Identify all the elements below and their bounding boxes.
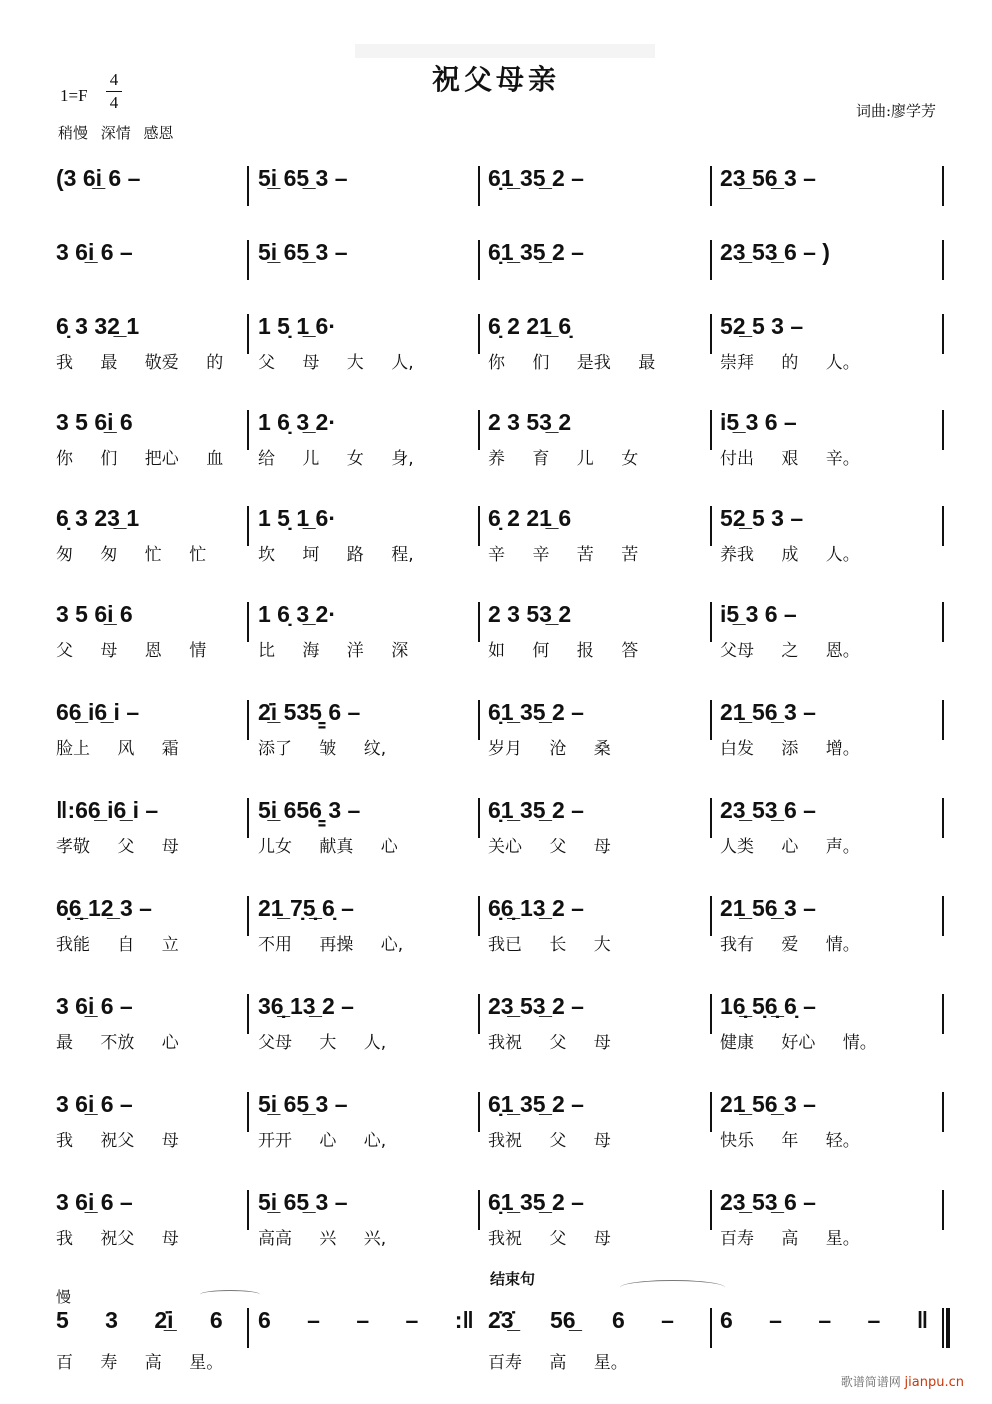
measure: i5̲ 3 6 – [720,409,797,435]
tie-arc [620,1280,725,1295]
lyric: 快乐 年 轻。 [720,1131,860,1151]
barline [247,602,249,642]
measure: (3 6i̲ 6 – [56,165,141,191]
measure: 21̲ 56̲ 3 – [720,699,816,725]
barline [478,700,480,740]
measure: 3 5 6i̲ 6 [56,601,133,627]
credit: 词曲:廖学芳 [855,102,936,120]
measure: 21̲ 56̲ 3 – [720,895,816,921]
measure: 23̲ 56̲ 3 – [720,165,816,191]
barline [710,506,712,546]
barline [247,240,249,280]
time-signature-bottom: 4 [109,93,119,112]
measure: 66̲ i6̲ i – [56,699,140,725]
measure: 6̣6̣̲ 13̲ 2 – [488,895,584,921]
measure: 23̲ 53̲ 2 – [488,993,584,1019]
measure: 6̣ 3 32̲ 1 [56,313,140,339]
measure: ‖:66̲ i6̲ i – [56,797,159,823]
barline [478,798,480,838]
barline [942,896,944,936]
lyric: 养我 成 人。 [720,545,860,565]
barline [247,798,249,838]
barline [478,410,480,450]
measure: 21̲ 56̲ 3 – [720,1091,816,1117]
time-signature-top: 4 [109,70,119,89]
lyric: 父 母 恩 情 [56,641,207,661]
barline [942,1190,944,1230]
lyric: 百寿 高 星。 [720,1229,860,1249]
lyric: 辛 辛 苦 苦 [488,545,639,565]
measure: 1 5̣ 1̲ 6· [258,505,336,531]
barline [478,994,480,1034]
lyric: 人类 心 声。 [720,837,860,857]
lyric: 给 儿 女 身, [258,449,414,469]
barline [710,410,712,450]
barline [710,1092,712,1132]
final-barline [946,1308,950,1348]
lyric: 你 们 是我 最 [488,353,656,373]
barline [478,506,480,546]
lyric: 关心 父 母 [488,837,611,857]
barline [478,602,480,642]
lyric: 高高 兴 兴, [258,1229,387,1249]
barline [247,700,249,740]
lyric: 坎 坷 路 程, [258,545,414,565]
lyric: 开开 心 心, [258,1131,387,1151]
measure: 16̣̲ 5̣6̣̲ 6̣ – [720,993,816,1019]
barline [942,1092,944,1132]
barline [710,994,712,1034]
ending-measure: 6 – – – ‖ [720,1307,929,1333]
measure: 6̣1̲ 35̲ 2 – [488,1189,584,1215]
measure: 3 6i̲ 6 – [56,1189,133,1215]
measure: 6̣1̲ 35̲ 2 – [488,797,584,823]
barline [478,896,480,936]
lyric: 不用 再操 心, [258,935,404,955]
measure: 23̲ 53̲ 6 – [720,1189,816,1215]
score-line [0,594,992,684]
measure: 6̣1̲ 35̲ 2 – [488,239,584,265]
measure: 23̲ 53̲ 6 – [720,797,816,823]
measure: 23̲ 53̲ 6 – ) [720,239,830,265]
score-line [0,1182,992,1272]
measure: 1 5̣ 1̲ 6· [258,313,336,339]
measure: 3 6i̲ 6 – [56,239,133,265]
lyric: 父 母 大 人, [258,353,414,373]
lyric: 我 祝父 母 [56,1229,179,1249]
barline [478,1092,480,1132]
barline [478,166,480,206]
barline [710,700,712,740]
measure: 1 6̣ 3̲ 2· [258,601,336,627]
barline [247,896,249,936]
key-signature: 1=F [60,86,88,105]
barline [942,506,944,546]
lyric: 健康 好心 情。 [720,1033,877,1053]
lyric: 添了 皱 纹, [258,739,387,759]
barline [710,1308,712,1348]
barline [942,166,944,206]
measure: 5i̲ 65̲ 3 – [258,1189,348,1215]
watermark-site: jianpu.cn [904,1375,964,1390]
barline [478,314,480,354]
measure: 6̣1̲ 35̲ 2 – [488,1091,584,1117]
watermark-text: 歌谱简谱网 [840,1375,901,1389]
measure: 6̣ 3 23̲ 1 [56,505,140,531]
measure: 21̲ 7̣5̣̲ 6̣ – [258,895,354,921]
measure: 5i̲ 656̳ 3 – [258,797,361,823]
score-line [0,986,992,1076]
lyric: 你 们 把心 血 [56,449,224,469]
title-background [355,44,655,58]
score-line [0,402,992,492]
lyric: 儿女 献真 心 [258,837,398,857]
measure: 52̲ 5 3 – [720,505,804,531]
lyric: 匆 匆 忙 忙 [56,545,207,565]
measure: 36̣̲ 13̲ 2 – [258,993,354,1019]
barline [942,240,944,280]
barline [710,314,712,354]
lyric: 白发 添 增。 [720,739,860,759]
lyric: 脸上 风 霜 [56,739,179,759]
lyric: 岁月 沧 桑 [488,739,611,759]
tempo-marking: 稍慢 深情 感恩 [58,124,174,142]
barline [247,1190,249,1230]
lyric: 比 海 洋 深 [258,641,409,661]
barline [942,410,944,450]
barline [710,1190,712,1230]
barline [942,1308,944,1348]
ending-measure: 5 3 2̇i̲ 6 [56,1307,223,1333]
score-line [0,498,992,588]
lyric: 我 最 敬爱 的 [56,353,224,373]
barline [942,994,944,1034]
lyric: 付出 艰 辛。 [720,449,860,469]
score-line [0,1084,992,1174]
lyric: 我祝 父 母 [488,1229,611,1249]
ending-lyric: 百 寿 高 星。 [56,1353,224,1373]
ending-measure: 2̇3̲̇ 56̲ 6 – [488,1307,674,1333]
measure: 3 6i̲ 6 – [56,993,133,1019]
lyric: 我祝 父 母 [488,1131,611,1151]
barline [710,166,712,206]
lyric: 孝敬 父 母 [56,837,179,857]
lyric: 我 祝父 母 [56,1131,179,1151]
song-title: 祝父母亲 [431,63,560,96]
lyric: 养 育 儿 女 [488,449,639,469]
barline [942,798,944,838]
lyric: 我祝 父 母 [488,1033,611,1053]
measure: i5̲ 3 6 – [720,601,797,627]
lyric: 我已 长 大 [488,935,611,955]
score-line [0,790,992,880]
barline [247,1092,249,1132]
watermark [841,1373,964,1390]
barline [247,314,249,354]
measure: 3 6i̲ 6 – [56,1091,133,1117]
barline [942,602,944,642]
barline [710,798,712,838]
barline [710,896,712,936]
ending-measure: 6 – – – :‖ [258,1307,474,1333]
time-signature-divider [106,91,122,92]
barline [247,1308,249,1348]
lyric: 崇拜 的 人。 [720,353,860,373]
barline [247,410,249,450]
measure: 5i̲ 65̲ 3 – [258,165,348,191]
barline [942,314,944,354]
lyric: 我有 爱 情。 [720,935,860,955]
barline [710,602,712,642]
measure: 6̣1̲ 35̲ 2 – [488,699,584,725]
lyric: 父母 之 恩。 [720,641,860,661]
barline [247,506,249,546]
measure: 2̇i̲ 535̳ 6 – [258,699,361,725]
barline [247,166,249,206]
lyric: 最 不放 心 [56,1033,179,1053]
measure: 1 6̣ 3̲ 2· [258,409,336,435]
barline [478,1190,480,1230]
measure: 2 3 53̲ 2 [488,601,572,627]
measure: 5i̲ 65̲ 3 – [258,1091,348,1117]
lyric: 如 何 报 答 [488,641,639,661]
lyric: 父母 大 人, [258,1033,387,1053]
measure: 6̣1̲ 35̲ 2 – [488,165,584,191]
measure: 6̣ 2 21̲ 6̣ [488,313,572,339]
barline [710,240,712,280]
measure: 5i̲ 65̲ 3 – [258,239,348,265]
score-line [0,306,992,396]
barline [478,240,480,280]
ending-lyric: 百寿 高 星。 [488,1353,628,1373]
time-signature [106,70,122,113]
measure: 52̲ 5 3 – [720,313,804,339]
coda-label: 结束句 [490,1270,536,1288]
score-line [0,692,992,782]
measure: 2 3 53̲ 2 [488,409,572,435]
tie-arc [200,1290,260,1299]
score-line [0,888,992,978]
measure: 3 5 6i̲ 6 [56,409,133,435]
lyric: 我能 自 立 [56,935,179,955]
barline [247,994,249,1034]
measure: 6̣6̣̲ 12̲ 3 – [56,895,152,921]
ending-tempo: 慢 [56,1288,72,1306]
barline [942,700,944,740]
measure: 6̣ 2 21̲ 6 [488,505,572,531]
